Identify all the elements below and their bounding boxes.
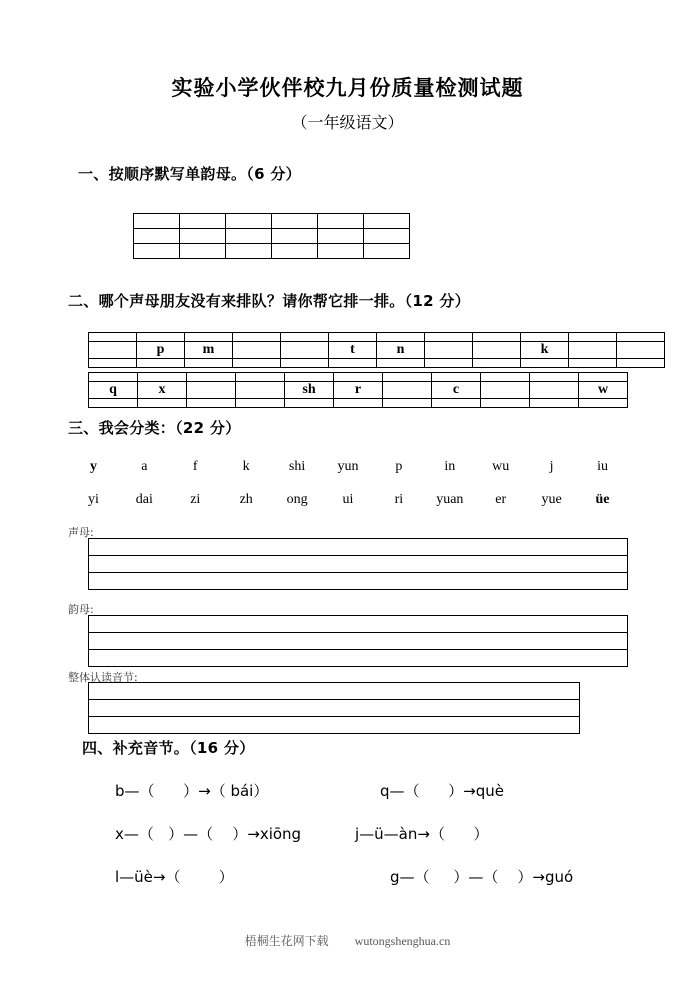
shengmu-answer-box[interactable] (88, 538, 628, 590)
zhengti-yinjie-label: 整体认读音节: (68, 671, 138, 684)
table-cell[interactable] (187, 399, 236, 408)
section-1-heading: 一、按顺序默写单韵母。（6 分） (78, 165, 301, 183)
pinyin-token: iu (597, 459, 608, 474)
pinyin-list-row-2 (68, 492, 628, 508)
table-cell[interactable] (334, 399, 383, 408)
table-row (89, 359, 665, 368)
answer-line[interactable] (89, 633, 628, 650)
consonant-table-row-2[interactable] (88, 372, 628, 408)
zhengti-yinjie-answer-box[interactable] (88, 682, 580, 734)
table-cell[interactable] (473, 359, 521, 368)
table-cell[interactable] (521, 359, 569, 368)
table-cell[interactable] (236, 373, 285, 382)
pinyin-list-row-1 (68, 459, 628, 475)
answer-line[interactable] (89, 573, 628, 590)
shengmu-label: 声母: (68, 526, 94, 539)
table-cell[interactable] (481, 399, 530, 408)
table-cell[interactable] (89, 359, 137, 368)
pinyin-token: shi (288, 459, 306, 474)
table-cell[interactable] (617, 342, 665, 359)
footer-source: 梧桐生花网下载 (244, 934, 329, 948)
table-cell[interactable] (425, 359, 473, 368)
table-cell[interactable] (473, 333, 521, 342)
table-cell[interactable]: m (185, 342, 233, 359)
table-cell[interactable] (281, 359, 329, 368)
consonant-table-row-1[interactable] (88, 332, 665, 368)
table-row (89, 633, 628, 650)
table-cell[interactable] (272, 244, 318, 259)
table-cell[interactable] (318, 244, 364, 259)
table-cell[interactable] (137, 333, 185, 342)
table-cell[interactable] (617, 333, 665, 342)
table-cell[interactable]: n (377, 342, 425, 359)
table-cell[interactable]: p (137, 342, 185, 359)
table-cell[interactable] (383, 399, 432, 408)
table-row (89, 333, 665, 342)
table-cell[interactable] (425, 342, 473, 359)
table-cell[interactable] (481, 373, 530, 382)
table-cell[interactable] (281, 342, 329, 359)
table-row (134, 244, 410, 259)
table-cell[interactable] (134, 229, 180, 244)
table-cell[interactable]: w (579, 382, 628, 399)
table-cell[interactable] (138, 373, 187, 382)
table-row (89, 683, 580, 700)
exercise-3-right[interactable]: g—（ ）—（ ）→guó (390, 868, 574, 886)
table-cell[interactable] (569, 342, 617, 359)
table-cell[interactable] (89, 333, 137, 342)
answer-line[interactable] (89, 650, 628, 667)
pinyin-token: zi (190, 492, 201, 507)
pinyin-token: ong (286, 492, 308, 507)
table-cell[interactable] (134, 214, 180, 229)
table-cell[interactable] (233, 333, 281, 342)
table-cell[interactable] (236, 382, 285, 399)
table-cell[interactable] (318, 229, 364, 244)
table-cell[interactable] (272, 214, 318, 229)
table-cell[interactable] (137, 359, 185, 368)
yunmu-label: 韵母: (68, 603, 94, 616)
table-row (89, 650, 628, 667)
pinyin-token: k (242, 459, 250, 474)
table-cell[interactable] (185, 359, 233, 368)
table-cell[interactable] (383, 373, 432, 382)
table-cell[interactable] (377, 333, 425, 342)
table-cell[interactable] (530, 399, 579, 408)
table-cell[interactable]: x (138, 382, 187, 399)
table-cell[interactable] (473, 342, 521, 359)
table-cell[interactable] (432, 373, 481, 382)
table-cell[interactable] (226, 214, 272, 229)
table-cell[interactable] (425, 333, 473, 342)
answer-line[interactable] (89, 717, 580, 734)
answer-line[interactable] (89, 616, 628, 633)
table-cell[interactable] (89, 373, 138, 382)
pinyin-token: yuan (436, 492, 464, 507)
table-row (89, 373, 628, 382)
footer-site: wutongshenghua.cn (354, 934, 451, 948)
table-cell[interactable] (318, 214, 364, 229)
table-row (89, 399, 628, 408)
pinyin-token: yue (541, 492, 562, 507)
table-row (89, 717, 580, 734)
table-cell[interactable] (281, 333, 329, 342)
exercise-1-left[interactable]: b—（ ）→（ bái） (115, 782, 269, 800)
pinyin-token: wu (492, 459, 510, 474)
section-3-heading: 三、我会分类：（22 分） (68, 419, 241, 437)
pinyin-token: f (192, 459, 198, 474)
table-cell[interactable] (579, 373, 628, 382)
answer-line[interactable] (89, 700, 580, 717)
table-cell[interactable] (579, 399, 628, 408)
page-footer (0, 932, 695, 949)
pinyin-token: zh (239, 492, 253, 507)
exercise-1-right[interactable]: q—（ ）→què (380, 782, 504, 800)
table-cell[interactable] (89, 342, 137, 359)
pinyin-token: in (444, 459, 456, 474)
table-cell[interactable] (233, 342, 281, 359)
pinyin-token: yun (337, 459, 359, 474)
table-row (134, 214, 410, 229)
table-cell[interactable] (530, 373, 579, 382)
answer-line[interactable] (89, 556, 628, 573)
table-cell[interactable] (364, 214, 410, 229)
exercise-2-left[interactable]: x—（ ）—（ ）→xiōng (115, 825, 302, 843)
yunmu-answer-box[interactable] (88, 615, 628, 667)
table-row (89, 342, 665, 359)
table-cell[interactable]: r (334, 382, 383, 399)
table-cell[interactable] (569, 359, 617, 368)
answer-line[interactable] (89, 539, 628, 556)
table-cell[interactable] (89, 399, 138, 408)
page-title: 实验小学伙伴校九月份质量检测试题 (171, 76, 524, 100)
pinyin-token: ri (394, 492, 404, 507)
pinyin-token: ui (342, 492, 354, 507)
table-cell[interactable] (481, 382, 530, 399)
table-cell[interactable] (377, 359, 425, 368)
exercise-2-right[interactable]: j—ü—àn→（ ） (355, 825, 489, 843)
exercise-3-left[interactable]: l—üè→（ ） (115, 868, 234, 886)
table-cell[interactable]: k (521, 342, 569, 359)
table-cell[interactable] (285, 399, 334, 408)
pinyin-token: er (495, 492, 507, 507)
table-cell[interactable] (364, 229, 410, 244)
table-row (134, 229, 410, 244)
table-cell[interactable] (187, 373, 236, 382)
table-cell[interactable] (180, 229, 226, 244)
table-cell[interactable] (521, 333, 569, 342)
table-cell[interactable] (285, 373, 334, 382)
table-cell[interactable] (617, 359, 665, 368)
section-4-heading: 四、补充音节。（16 分） (82, 739, 255, 757)
pinyin-token: yi (88, 492, 99, 507)
answer-line[interactable] (89, 683, 580, 700)
table-row (89, 382, 628, 399)
table-cell[interactable] (236, 399, 285, 408)
table-cell[interactable] (185, 333, 233, 342)
table-cell[interactable] (530, 382, 579, 399)
section-2-heading: 二、哪个声母朋友没有来排队？请你帮它排一排。（12 分） (68, 292, 470, 310)
table-cell[interactable] (180, 244, 226, 259)
table-cell[interactable] (432, 399, 481, 408)
table-cell[interactable] (226, 229, 272, 244)
pinyin-token: p (395, 459, 403, 474)
table-cell[interactable] (329, 333, 377, 342)
table-row (89, 556, 628, 573)
pinyin-token: j (549, 459, 554, 474)
table-cell[interactable] (569, 333, 617, 342)
table-cell[interactable] (138, 399, 187, 408)
table-row (89, 539, 628, 556)
table-cell[interactable] (233, 359, 281, 368)
table-cell[interactable]: c (432, 382, 481, 399)
table-row (89, 616, 628, 633)
table-cell[interactable]: q (89, 382, 138, 399)
pinyin-token: üe (595, 492, 610, 507)
table-cell[interactable] (329, 359, 377, 368)
table-cell[interactable]: t (329, 342, 377, 359)
pinyin-token: y (89, 459, 97, 474)
table-cell[interactable] (187, 382, 236, 399)
table-row (89, 700, 580, 717)
table-cell[interactable] (226, 244, 272, 259)
table-cell[interactable] (272, 229, 318, 244)
table-cell[interactable]: sh (285, 382, 334, 399)
table-row (89, 573, 628, 590)
table-cell[interactable] (334, 373, 383, 382)
table-cell[interactable] (383, 382, 432, 399)
page-subtitle: （一年级语文） (291, 113, 404, 132)
pinyin-token: dai (135, 492, 153, 507)
table-cell[interactable] (364, 244, 410, 259)
pinyin-token: a (141, 459, 148, 474)
table-cell[interactable] (180, 214, 226, 229)
vowel-writing-table[interactable] (133, 213, 410, 259)
table-cell[interactable] (134, 244, 180, 259)
